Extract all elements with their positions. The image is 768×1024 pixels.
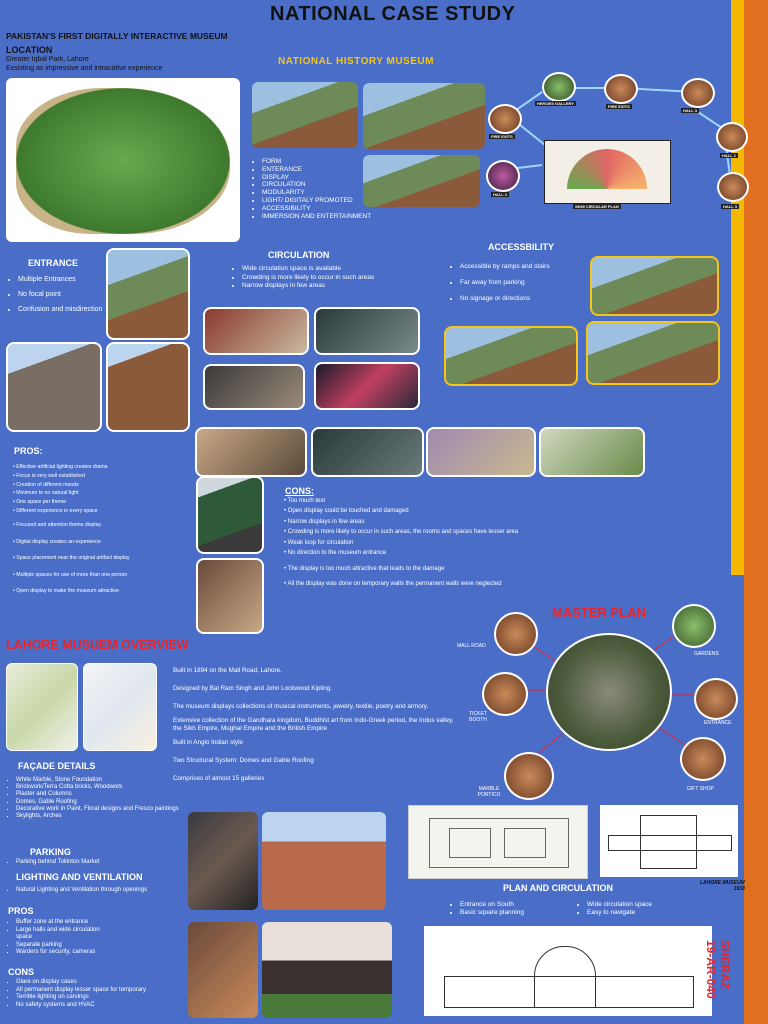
right-stripe-orange <box>744 0 768 1024</box>
author-name: SHERAZ <box>718 940 732 990</box>
overview-para: Two Structural System: Domes and Gable Roofing <box>173 757 314 764</box>
lahore-map-2 <box>83 663 157 751</box>
circulation-photo-1 <box>205 309 307 353</box>
semi-circular-plan-image <box>544 140 671 204</box>
overview-para: Comprises of almost 15 galleries <box>173 775 265 782</box>
plan-circ-col-2 <box>577 901 707 917</box>
circulation-photo-2 <box>316 309 418 353</box>
plan-caption: LAHORE MUSEUM 1938 <box>700 880 745 892</box>
list-item: • One space per theme <box>13 499 67 506</box>
list-item: ▪ Brickwork/Terra Cotta bricks, Woodwork <box>16 784 188 791</box>
list-item: • Open display could be touched and damaged <box>284 508 409 515</box>
list-item: • Focus is very well established <box>13 472 85 479</box>
location-line-2: Exsisting as impressive and intracative experience <box>6 65 163 72</box>
list-item: • CIRCULATION <box>262 181 372 189</box>
list-item: • IMMERSION AND ENTERTAINMENT <box>262 213 372 221</box>
author-vertical <box>704 940 732 1020</box>
pros-heading: PROS: <box>14 446 43 456</box>
gardens-photo <box>672 604 716 648</box>
list-item: ▪ Glare on display cases <box>16 979 196 987</box>
gift-shop-label: GIFT SHOP <box>687 786 714 792</box>
overview-paragraphs <box>173 667 463 783</box>
list-item: ▪ Skylights, Arches <box>16 813 188 820</box>
list-item: • DISPLAY <box>262 174 372 182</box>
location-heading: LOCATION <box>6 45 53 55</box>
master-plan-heading: MASTER PLAN <box>552 605 646 620</box>
list-item: • Focused and attention theme display <box>13 522 102 529</box>
list-item: • Different experience in every space <box>13 507 98 514</box>
list-item: • Parking behind Tollinton Market <box>16 858 191 868</box>
list-item: • Digital display creates an experience <box>13 538 101 545</box>
list-item: • Too much text <box>284 498 326 504</box>
flow-label: HALL 3 <box>723 204 737 209</box>
plan-label: SEMI CIRCULAR PLAN <box>575 204 619 209</box>
lighting-list <box>6 886 196 896</box>
entrance-photo-1 <box>108 250 188 338</box>
nhm-heading: NATIONAL HISTORY MUSEUM <box>278 56 434 67</box>
site-aerial-image <box>6 78 240 242</box>
pros-list <box>13 464 193 595</box>
accessibility-list <box>450 263 600 303</box>
list-item: • Accessible by ramps and stairs <box>460 263 600 271</box>
flow-node-hall-2 <box>486 160 520 192</box>
entrance-heading: ENTRANCE <box>28 258 79 268</box>
list-item: ▪ Large halls and wide circulation space <box>16 927 116 942</box>
map-badge: Ghar47 <box>206 228 227 234</box>
artifact-display-photo <box>198 560 262 632</box>
accessibility-photo-2 <box>446 328 576 384</box>
overview-para: Built in 1894 on the Mall Road, Lahore. <box>173 667 282 674</box>
parking-heading: PARKING <box>30 847 71 857</box>
list-item: • Crowding is more likely to occur in such areas, the rooms and spaces have lesser area <box>284 529 519 536</box>
list-item: ▪ Plaster and Columns <box>16 791 188 798</box>
list-item: • No signage or directions <box>460 295 600 303</box>
list-item: ▪ Domes, Gable Roofing <box>16 799 188 806</box>
circulation-heading: CIRCULATION <box>268 250 330 260</box>
list-item: • Narrow displays in few areas <box>242 282 452 291</box>
list-item: • Basic square planning <box>460 909 580 917</box>
list-item: ▪ Terrible lighting on carvings <box>16 994 196 1002</box>
master-plan-aerial <box>546 633 672 751</box>
lahore-map-1 <box>6 663 78 751</box>
display-photo-4 <box>541 429 643 475</box>
list-item: ▪ No safety systems and HVAC <box>16 1002 196 1010</box>
museum-interior-photo <box>188 812 258 910</box>
overview-para: Extensive collection of the Gandhara kingdom, Buddhist art from Indo-Greek period, the Indus valley, the Sikh Empire, Mughal Empire and the British Empire <box>173 717 454 732</box>
accessibility-heading: ACCESSBILITY <box>488 242 555 252</box>
list-item: • All the display was done on temporary walls the permanent walls were neglected <box>284 581 502 588</box>
display-photo-1 <box>197 429 305 475</box>
parking-list <box>6 858 191 868</box>
entrance-label: ENTRANCE <box>704 720 732 726</box>
elevation-drawing <box>424 926 712 1016</box>
list-item: • Confusion and misdirection <box>18 306 113 314</box>
list-item: • Far away from parking <box>460 279 600 287</box>
entrance-photo-3 <box>108 344 188 430</box>
page-subtitle: PAKISTAN'S FIRST DIGITALLY INTERACTIVE MUSEUM <box>6 31 228 41</box>
pros2-heading: PROS <box>8 906 34 916</box>
flow-node-hall-1 <box>716 122 748 152</box>
list-item: ▪ Warders for security, cameras <box>16 949 116 957</box>
flow-label: HALL 2 <box>493 192 507 197</box>
entrance-photo-2 <box>8 344 100 430</box>
flow-label: HALL 1 <box>722 153 736 158</box>
museum-arches-photo <box>188 922 258 1018</box>
list-item: • Entrance on South <box>460 901 580 909</box>
overview-para: Built in Anglo Indian style <box>173 739 244 746</box>
list-item: • ACCESSIBILITY <box>262 205 372 213</box>
list-item: • Easy to navigate <box>587 909 707 917</box>
flow-node-fire-exits-2 <box>488 104 522 134</box>
flow-label: FIRE EXITS <box>608 104 630 109</box>
list-item: • No focal point <box>18 291 113 299</box>
lighting-heading: LIGHTING AND VENTILATION <box>16 872 143 882</box>
floor-plan-drawing <box>408 805 588 879</box>
circulation-photo-3 <box>205 366 303 408</box>
nhm-photo-1 <box>252 82 358 148</box>
list-item: • Multiple spaces for use of more than one person <box>13 571 128 578</box>
flow-label: FIRE EXITS <box>491 134 513 139</box>
list-item: • FORM <box>262 158 372 166</box>
list-item: • Multiple Entrances <box>18 276 113 284</box>
ticket-booth-photo <box>482 672 528 716</box>
list-item: • Open display to make the museum attractive <box>13 588 119 595</box>
overview-para: The museum displays collections of musical instruments, jewelry, textile, poetry and armory. <box>173 703 429 710</box>
display-photo-2 <box>313 429 422 475</box>
list-item: • Crowding is more likely to occur in such areas <box>242 274 452 283</box>
flow-node-hall-3-top <box>681 78 715 108</box>
overview-para: Designed by Bal Ram Singh and John Lockwood Kipling. <box>173 685 332 692</box>
entrance-photo <box>694 678 738 720</box>
overview-heading: LAHORE MUSUEM OVERVIEW <box>6 638 189 652</box>
list-item: • Weak loop for circulation <box>284 539 354 546</box>
marble-portico-photo <box>504 752 554 800</box>
flow-node-heroes-gallery <box>542 72 576 102</box>
list-item: • No direction to the museum entrance <box>284 549 387 556</box>
train-display-photo <box>198 478 262 552</box>
list-item: • Space placement near the original artifact display <box>13 555 130 562</box>
list-item: ▪ Separate parking <box>16 942 116 950</box>
list-item: • Wide circulation space is available <box>242 265 452 274</box>
museum-exterior-photo <box>262 812 386 910</box>
list-item: • LIGHT/ DIGITALY PROMOTED <box>262 197 372 205</box>
list-item: • Creation of different moods <box>13 481 79 488</box>
cons-list <box>284 498 604 589</box>
plan-circ-col-1 <box>450 901 580 917</box>
marble-portico-label: MARBLE PORTICO <box>477 786 501 798</box>
list-item: ▪ Decorative work in Paint, Floral designs and Fresco paintings <box>16 806 188 813</box>
facade-heading: FAÇADE DETAILS <box>18 761 96 771</box>
flow-label: HEROES GALLERY <box>537 101 574 106</box>
mall-road-label: MALL ROAD <box>457 643 486 649</box>
author-id: 19-AR-040 <box>704 940 718 999</box>
facade-list <box>6 777 188 820</box>
list-item: ▪ All permanent display lesser space for temporary <box>16 987 196 995</box>
accessibility-photo-1 <box>592 258 717 314</box>
cons-heading: CONS: <box>285 486 314 496</box>
list-item: ▪ Buffer zone at the entrance <box>16 919 116 927</box>
cons2-heading: CONS <box>8 967 35 977</box>
page-title: NATIONAL CASE STUDY <box>270 3 516 25</box>
accessibility-photo-3 <box>588 323 718 383</box>
flow-node-hall-3-bottom <box>717 172 749 202</box>
list-item: • Effective artificial lighting creates drama <box>13 464 108 470</box>
nhm-photo-2 <box>363 83 485 149</box>
museum-facade-photo <box>262 922 392 1018</box>
plan-circ-heading: PLAN AND CIRCULATION <box>503 883 613 893</box>
flow-label: HALL 3 <box>683 108 697 113</box>
ticket-booth-label: TICKET BOOTH <box>469 711 487 723</box>
list-item: • ENTERANCE <box>262 166 372 174</box>
circulation-list <box>232 265 452 291</box>
mall-road-photo <box>494 612 538 656</box>
list-item: • MODULARITY <box>262 189 372 197</box>
nhm-photo-3 <box>363 155 480 207</box>
gift-shop-photo <box>680 737 726 781</box>
display-photo-3 <box>428 429 534 475</box>
plan-drawing <box>600 805 738 877</box>
flow-node-fire-exits-1 <box>604 74 638 104</box>
gardens-label: GARDENS <box>694 651 719 657</box>
pros2-list <box>6 919 116 957</box>
list-item: • The display is too much attractive that leads to the damage <box>284 565 445 572</box>
list-item: • Wide circulation space <box>587 901 707 909</box>
location-line-1: Greater Iqbal Park, Lahore <box>6 56 89 63</box>
cons2-list <box>6 979 196 1009</box>
entrance-list <box>8 276 113 314</box>
list-item: • Narrow displays in few areas <box>284 518 365 525</box>
list-item: • Natural Lighting and Ventilation through openings <box>16 886 196 896</box>
circulation-photo-4 <box>316 364 418 408</box>
list-item: • Minimum to no natural light <box>13 490 79 497</box>
list-item: ▪ White Marble, Stone Foundation <box>16 777 188 784</box>
nhm-feature-list <box>252 158 372 220</box>
